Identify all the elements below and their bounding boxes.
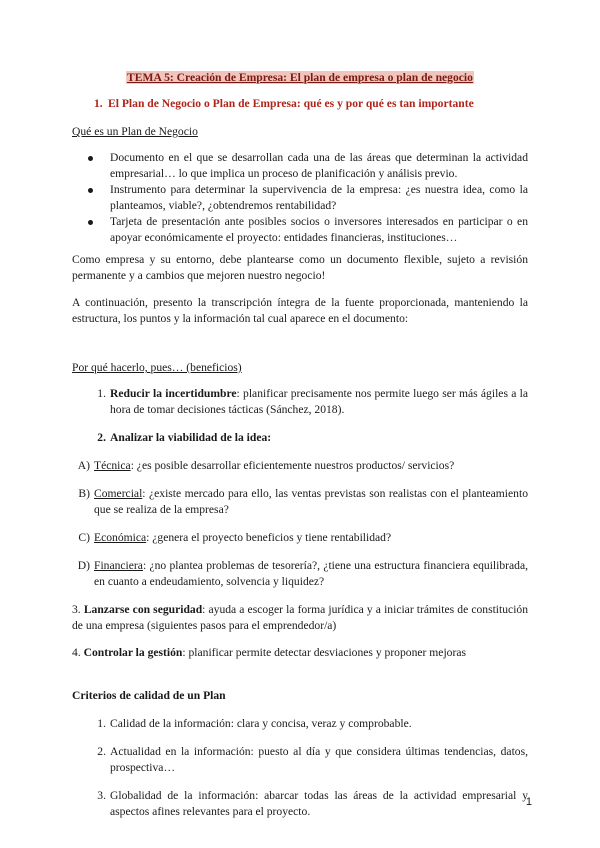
- list-item-c: C) Económica: ¿genera el proyecto beneficios y tiene rentabilidad?: [78, 531, 392, 544]
- subheading-criterios: Criterios de calidad de un Plan: [72, 689, 226, 702]
- page-number: 1: [525, 796, 532, 808]
- list-item: 1. Reducir la incertidumbre: planificar precisamente nos permite luego ser más ágiles a la hora de tomar decisiones tácticas (Sánchez, 2018).: [97, 387, 528, 416]
- bullet-icon: [88, 220, 93, 225]
- subheading-porque: Por qué hacerlo, pues… (beneficios): [72, 361, 242, 374]
- list-item: 1. Calidad de la información: clara y concisa, veraz y comprobable.: [97, 717, 412, 730]
- list-item: 2. Actualidad en la información: puesto al día y que considera últimas tendencias, datos, prospectiva…: [97, 745, 528, 774]
- list-item: Tarjeta de presentación ante posibles socios o inversores interesados en participar o en apoyar económicamente el proyecto: entidades financieras, instituciones…: [72, 214, 528, 246]
- list-item: Documento en el que se desarrollan cada una de las áreas que determinan la actividad empresarial… lo que implica un proceso de planificación y análisis previo.: [72, 150, 528, 182]
- list-item-a: A) Técnica: ¿es posible desarrollar eficientemente nuestros productos/ servicios?: [77, 459, 455, 472]
- bullet-icon: [88, 188, 93, 193]
- list-item-b: B) Comercial: ¿existe mercado para ello, las ventas previstas son realistas con el planteamiento que se realiza de la empresa?: [78, 487, 528, 516]
- paragraph-item3: 3. Lanzarse con seguridad: ayuda a escoger la forma jurídica y a iniciar trámites de constitución de una empresa (siguientes pasos para el emprendedor/a): [72, 603, 529, 632]
- section-heading: [94, 96, 528, 112]
- bullet-icon: [88, 156, 93, 161]
- list-item: 3. Globalidad de la información: abarcar todas las áreas de la actividad empresarial y aspectos afines relevantes para el proyecto.: [97, 789, 528, 818]
- paragraph: A continuación, presento la transcripción íntegra de la fuente proporcionada, manteniendo la estructura, los puntos y la información tal cual aparece en el documento:: [72, 296, 528, 325]
- list-item-d: D) Financiera: ¿no plantea problemas de tesorería?, ¿tiene una estructura financiera equilibrada, en cuanto a endeudamiento, solvencia y liquidez?: [77, 559, 528, 588]
- paragraph-item4: 4. Controlar la gestión: planificar permite detectar desviaciones y proponer mejoras: [72, 646, 466, 659]
- paragraph: Como empresa y su entorno, debe plantearse como un documento flexible, sujeto a revisión permanente y a cambios que mejoren nuestro negocio!: [72, 253, 528, 282]
- bullet-list: [72, 150, 528, 246]
- section-heading-text: El Plan de Negocio o Plan de Empresa: qué es y por qué es tan importante: [108, 97, 474, 110]
- subheading-que-es: Qué es un Plan de Negocio: [72, 125, 198, 138]
- document-page: [72, 70, 528, 832]
- list-item: 2. Analizar la viabilidad de la idea:: [97, 431, 272, 444]
- section-number: 1.: [94, 97, 103, 110]
- document-title: TEMA 5: Creación de Empresa: El plan de empresa o plan de negocio: [127, 71, 473, 84]
- list-item: Instrumento para determinar la supervivencia de la empresa: ¿es nuestra idea, como la planteamos, viable?, ¿obtendremos rentabilidad?: [72, 182, 528, 214]
